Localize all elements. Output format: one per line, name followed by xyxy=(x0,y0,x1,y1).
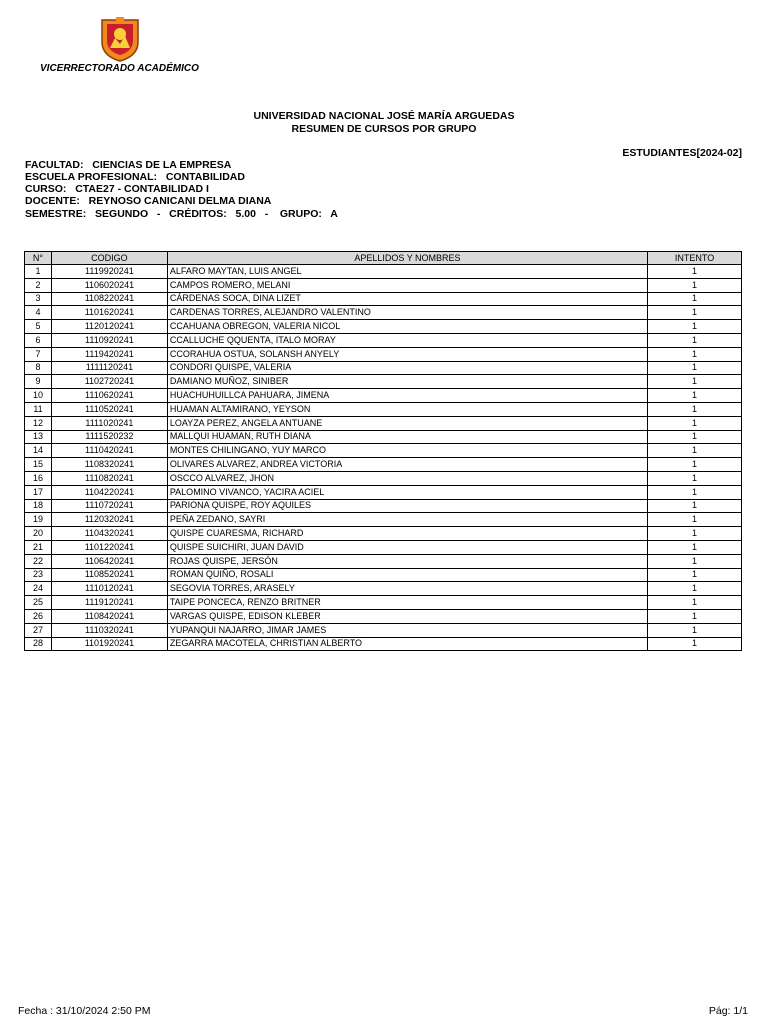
teacher-line: DOCENTE: REYNOSO CANICANI DELMA DIANA xyxy=(25,195,272,207)
cell-number: 28 xyxy=(25,637,52,651)
table-row xyxy=(25,458,742,472)
cell-code: 1110920241 xyxy=(51,333,167,347)
cell-name: MALLQUI HUAMAN, RUTH DIANA xyxy=(167,430,647,444)
table-row xyxy=(25,430,742,444)
cell-number: 3 xyxy=(25,292,52,306)
cell-attempt: 1 xyxy=(648,513,742,527)
cell-name: ROJAS QUISPE, JERSÓN xyxy=(167,554,647,568)
column-header-number: N° xyxy=(25,252,52,265)
cell-code: 1110320241 xyxy=(51,623,167,637)
table-row xyxy=(25,637,742,651)
cell-name: YUPANQUI NAJARRO, JIMAR JAMES xyxy=(167,623,647,637)
department-name: VICERRECTORADO ACADÉMICO xyxy=(40,63,199,74)
cell-attempt: 1 xyxy=(648,499,742,513)
cell-number: 10 xyxy=(25,389,52,403)
cell-code: 1110720241 xyxy=(51,499,167,513)
cell-number: 17 xyxy=(25,485,52,499)
cell-attempt: 1 xyxy=(648,637,742,651)
cell-code: 1108420241 xyxy=(51,609,167,623)
cell-name: DAMIANO MUÑOZ, SINIBER xyxy=(167,375,647,389)
table-row xyxy=(25,416,742,430)
table-row xyxy=(25,320,742,334)
cell-attempt: 1 xyxy=(648,306,742,320)
table-row xyxy=(25,568,742,582)
cell-code: 1108320241 xyxy=(51,458,167,472)
cell-number: 22 xyxy=(25,554,52,568)
university-name: UNIVERSIDAD NACIONAL JOSÉ MARÍA ARGUEDAS xyxy=(253,110,515,122)
table-row xyxy=(25,389,742,403)
cell-name: LOAYZA PEREZ, ANGELA ANTUANE xyxy=(167,416,647,430)
cell-name: PALOMINO VIVANCO, YACIRA ACIEL xyxy=(167,485,647,499)
table-row xyxy=(25,623,742,637)
cell-name: VARGAS QUISPE, EDISON KLEBER xyxy=(167,609,647,623)
cell-number: 21 xyxy=(25,540,52,554)
cell-code: 1110520241 xyxy=(51,402,167,416)
cell-number: 14 xyxy=(25,444,52,458)
cell-attempt: 1 xyxy=(648,320,742,334)
table-row xyxy=(25,540,742,554)
table-row xyxy=(25,513,742,527)
column-header-attempt: INTENTO xyxy=(648,252,742,265)
cell-code: 1111120241 xyxy=(51,361,167,375)
cell-attempt: 1 xyxy=(648,458,742,472)
cell-attempt: 1 xyxy=(648,278,742,292)
cell-number: 6 xyxy=(25,333,52,347)
table-header-row xyxy=(25,252,742,265)
cell-number: 16 xyxy=(25,471,52,485)
cell-number: 1 xyxy=(25,265,52,279)
table-row xyxy=(25,485,742,499)
cell-name: MONTES CHILINGANO, YUY MARCO xyxy=(167,444,647,458)
table-row xyxy=(25,499,742,513)
cell-attempt: 1 xyxy=(648,333,742,347)
cell-number: 25 xyxy=(25,596,52,610)
table-row xyxy=(25,278,742,292)
cell-number: 27 xyxy=(25,623,52,637)
cell-number: 2 xyxy=(25,278,52,292)
cell-number: 5 xyxy=(25,320,52,334)
cell-attempt: 1 xyxy=(648,430,742,444)
cell-code: 1102720241 xyxy=(51,375,167,389)
table-row xyxy=(25,306,742,320)
column-header-code: CODIGO xyxy=(51,252,167,265)
cell-name: CÁRDENAS SOCA, DINA LIZET xyxy=(167,292,647,306)
cell-code: 1119120241 xyxy=(51,596,167,610)
cell-code: 1110820241 xyxy=(51,471,167,485)
cell-attempt: 1 xyxy=(648,402,742,416)
table-row xyxy=(25,347,742,361)
cell-attempt: 1 xyxy=(648,623,742,637)
cell-number: 26 xyxy=(25,609,52,623)
cell-name: OLIVARES ALVAREZ, ANDREA VICTORIA xyxy=(167,458,647,472)
faculty-line: FACULTAD: CIENCIAS DE LA EMPRESA xyxy=(25,159,232,171)
cell-attempt: 1 xyxy=(648,389,742,403)
cell-name: ROMAN QUIÑO, ROSALI xyxy=(167,568,647,582)
cell-name: QUISPE SUICHIRI, JUAN DAVID xyxy=(167,540,647,554)
report-title: RESUMEN DE CURSOS POR GRUPO xyxy=(291,123,477,135)
cell-number: 7 xyxy=(25,347,52,361)
school-line: ESCUELA PROFESIONAL: CONTABILIDAD xyxy=(25,171,245,183)
cell-name: OSCCO ALVAREZ, JHON xyxy=(167,471,647,485)
cell-name: SEGOVIA TORRES, ARASELY xyxy=(167,582,647,596)
cell-attempt: 1 xyxy=(648,582,742,596)
cell-number: 24 xyxy=(25,582,52,596)
cell-number: 11 xyxy=(25,402,52,416)
cell-code: 1108220241 xyxy=(51,292,167,306)
table-row xyxy=(25,292,742,306)
column-header-name: APELLIDOS Y NOMBRES xyxy=(167,252,647,265)
cell-attempt: 1 xyxy=(648,596,742,610)
cell-number: 8 xyxy=(25,361,52,375)
cell-attempt: 1 xyxy=(648,375,742,389)
table-row xyxy=(25,444,742,458)
table-row xyxy=(25,582,742,596)
cell-number: 4 xyxy=(25,306,52,320)
cell-name: ZEGARRA MACOTELA, CHRISTIAN ALBERTO xyxy=(167,637,647,651)
cell-name: CCALLUCHE QQUENTA, ITALO MORAY xyxy=(167,333,647,347)
course-line: CURSO: CTAE27 - CONTABILIDAD I xyxy=(25,183,209,195)
cell-name: CCAHUANA OBREGON, VALERIA NICOL xyxy=(167,320,647,334)
cell-number: 13 xyxy=(25,430,52,444)
cell-number: 9 xyxy=(25,375,52,389)
cell-attempt: 1 xyxy=(648,609,742,623)
cell-attempt: 1 xyxy=(648,444,742,458)
cell-attempt: 1 xyxy=(648,568,742,582)
cell-code: 1120320241 xyxy=(51,513,167,527)
cell-code: 1101220241 xyxy=(51,540,167,554)
cell-name: ALFARO MAYTAN, LUIS ANGEL xyxy=(167,265,647,279)
cell-attempt: 1 xyxy=(648,265,742,279)
cell-attempt: 1 xyxy=(648,485,742,499)
table-row xyxy=(25,471,742,485)
cell-name: HUACHUHUILLCA PAHUARA, JIMENA xyxy=(167,389,647,403)
university-logo xyxy=(98,16,142,62)
cell-number: 18 xyxy=(25,499,52,513)
cell-name: CCORAHUA OSTUA, SOLANSH ANYELY xyxy=(167,347,647,361)
table-row xyxy=(25,265,742,279)
cell-name: CARDENAS TORRES, ALEJANDRO VALENTINO xyxy=(167,306,647,320)
cell-code: 1104220241 xyxy=(51,485,167,499)
cell-name: QUISPE CUARESMA, RICHARD xyxy=(167,527,647,541)
cell-code: 1111520232 xyxy=(51,430,167,444)
cell-code: 1106020241 xyxy=(51,278,167,292)
cell-code: 1101620241 xyxy=(51,306,167,320)
cell-name: CAMPOS ROMERO, MELANI xyxy=(167,278,647,292)
cell-attempt: 1 xyxy=(648,554,742,568)
table-row xyxy=(25,361,742,375)
cell-code: 1119420241 xyxy=(51,347,167,361)
cell-attempt: 1 xyxy=(648,527,742,541)
table-row xyxy=(25,596,742,610)
cell-code: 1110420241 xyxy=(51,444,167,458)
cell-code: 1104320241 xyxy=(51,527,167,541)
cell-code: 1101920241 xyxy=(51,637,167,651)
cell-number: 15 xyxy=(25,458,52,472)
cell-attempt: 1 xyxy=(648,292,742,306)
students-table xyxy=(24,251,742,651)
cell-code: 1120120241 xyxy=(51,320,167,334)
cell-code: 1110120241 xyxy=(51,582,167,596)
cell-attempt: 1 xyxy=(648,471,742,485)
students-period: ESTUDIANTES[2024-02] xyxy=(622,147,742,159)
print-date: Fecha : 31/10/2024 2:50 PM xyxy=(18,1005,151,1017)
cell-name: PEÑA ZEDANO, SAYRI xyxy=(167,513,647,527)
cell-name: HUAMAN ALTAMIRANO, YEYSON xyxy=(167,402,647,416)
cell-code: 1110620241 xyxy=(51,389,167,403)
table-row xyxy=(25,333,742,347)
cell-code: 1119920241 xyxy=(51,265,167,279)
cell-number: 20 xyxy=(25,527,52,541)
cell-attempt: 1 xyxy=(648,361,742,375)
cell-attempt: 1 xyxy=(648,416,742,430)
cell-number: 23 xyxy=(25,568,52,582)
table-row xyxy=(25,609,742,623)
cell-name: PARIONA QUISPE, ROY AQUILES xyxy=(167,499,647,513)
cell-code: 1111020241 xyxy=(51,416,167,430)
table-row xyxy=(25,527,742,541)
cell-code: 1106420241 xyxy=(51,554,167,568)
table-row xyxy=(25,375,742,389)
cell-number: 12 xyxy=(25,416,52,430)
cell-name: TAIPE PONCECA, RENZO BRITNER xyxy=(167,596,647,610)
table-row xyxy=(25,554,742,568)
table-row xyxy=(25,402,742,416)
page-number: Pág: 1/1 xyxy=(708,1005,748,1017)
cell-number: 19 xyxy=(25,513,52,527)
cell-name: CONDORI QUISPE, VALERIA xyxy=(167,361,647,375)
semester-line: SEMESTRE: SEGUNDO - CRÉDITOS: 5.00 - GRUPO: A xyxy=(25,208,338,220)
cell-code: 1108520241 xyxy=(51,568,167,582)
cell-attempt: 1 xyxy=(648,347,742,361)
cell-attempt: 1 xyxy=(648,540,742,554)
